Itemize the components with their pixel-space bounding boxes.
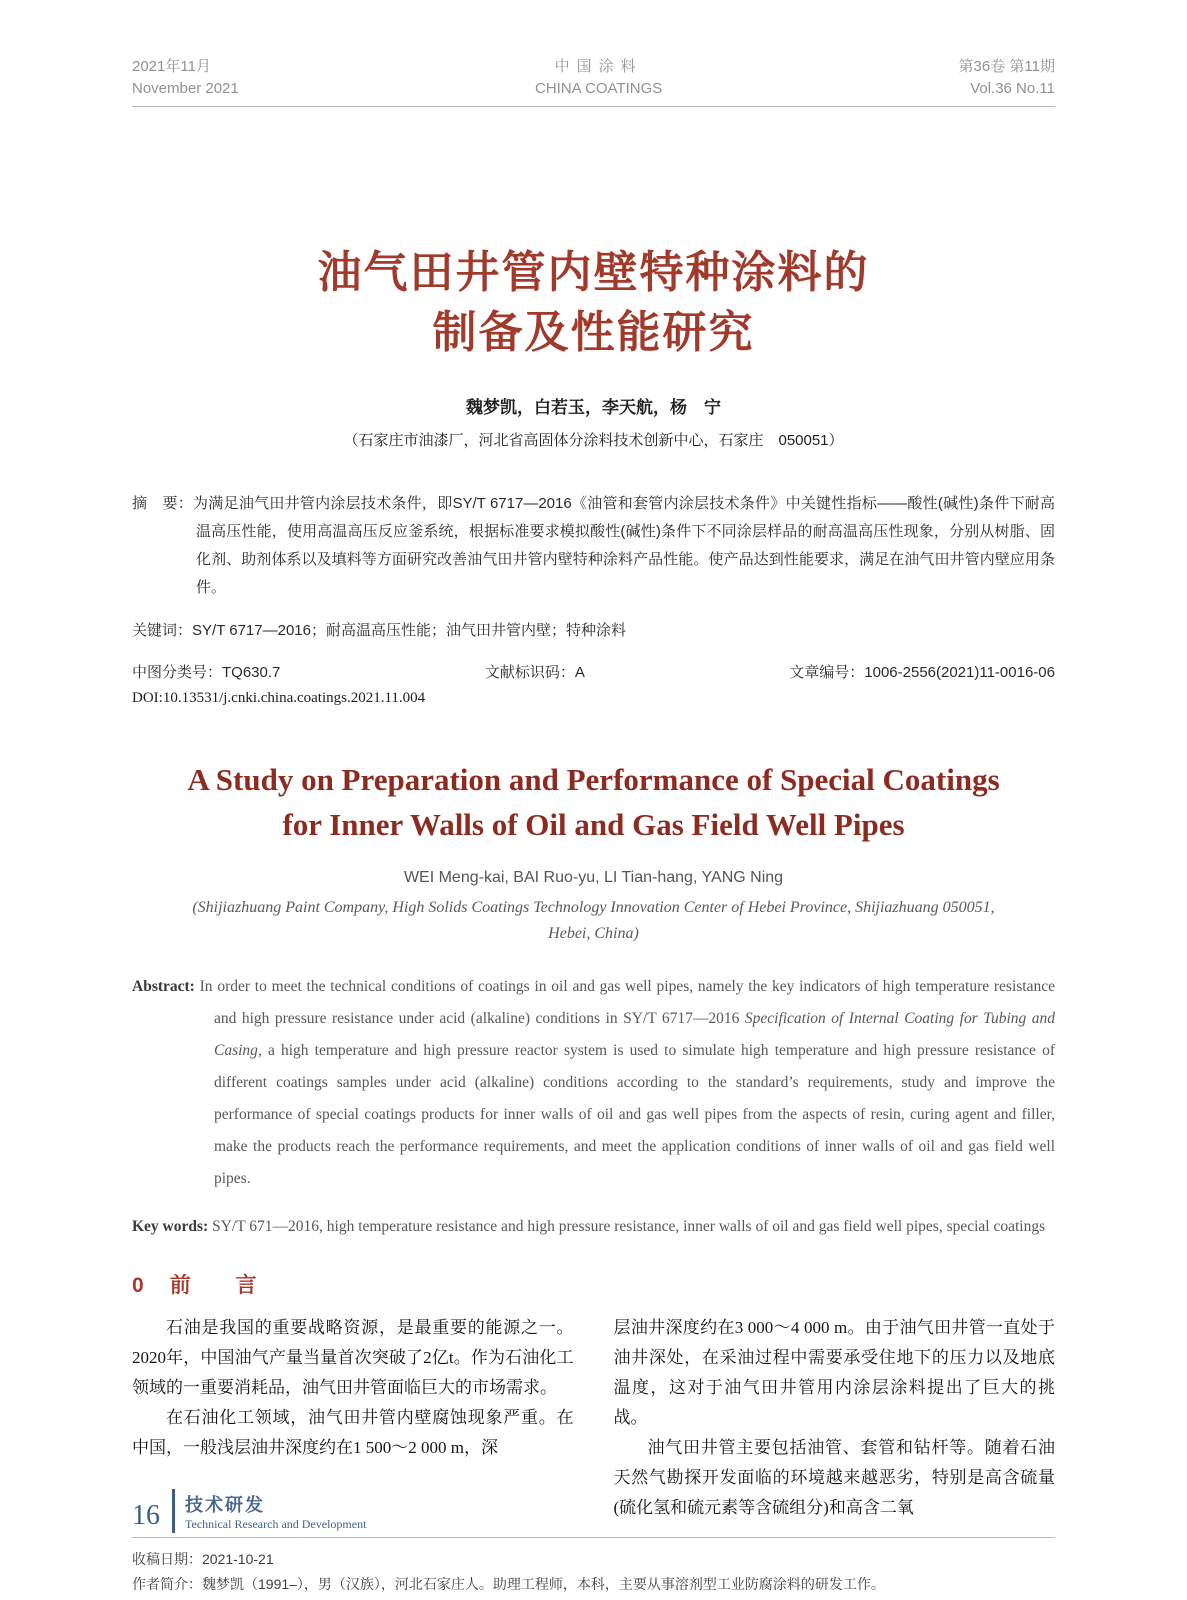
keywords-zh-text: SY/T 6717—2016；耐高温高压性能；油气田井管内壁；特种涂料 xyxy=(192,622,626,639)
header-date-en: November 2021 xyxy=(132,80,239,97)
abstract-en-part1: In order to meet the technical conditions of coatings in oil and gas well pipes, namely the key indicators of high temperature resistance and high pressure resistance under acid (alkaline) conditions in SY/T 6717—2016 xyxy=(194,978,1055,1027)
affiliation-en-line1: (Shijiazhuang Paint Company, High Solids Coatings Technology Innovation Center of Hebei Province, Shijiazhuang 050051, xyxy=(192,899,995,916)
keywords-zh xyxy=(132,617,1055,644)
paragraph: 在石油化工领域，油气田井管内壁腐蚀现象严重。在中国，一般浅层油井深度约在1 500～2 000 m，深 xyxy=(132,1407,574,1457)
footer-divider-bar xyxy=(172,1489,175,1533)
column-name-en: Technical Research and Development xyxy=(185,1516,367,1531)
classification-row xyxy=(132,659,1055,686)
keywords-zh-label: 关键词： xyxy=(132,622,193,639)
journal-header xyxy=(132,56,1055,100)
clc-number: 中图分类号：TQ630.7 xyxy=(132,664,281,681)
abstract-en-label: Abstract: xyxy=(132,978,195,995)
affiliation-en-line2: Hebei, China) xyxy=(548,925,639,942)
document-code: 文献标识码：A xyxy=(484,664,585,681)
article-id: 文章编号：1006-2556(2021)11-0016-06 xyxy=(789,664,1055,681)
page-footer xyxy=(132,1489,366,1533)
article-title-en xyxy=(132,757,1055,847)
journal-name-en: CHINA COATINGS xyxy=(535,80,663,97)
abstract-zh-label: 摘 要： xyxy=(132,495,194,512)
article-title-zh xyxy=(132,243,1055,363)
page-number: 16 xyxy=(132,1500,160,1531)
paragraph: 层油井深度约在3 000～4 000 m。由于油气田井管一直处于油井深处，在采油过程中需要承受住地下的压力以及地底温度，这对于油气田井管用内涂层涂料提出了巨大的挑战。 xyxy=(613,1317,1055,1427)
keywords-en-text: SY/T 671—2016, high temperature resistance and high pressure resistance, inner walls of oil and gas field well pipes, special coatings xyxy=(208,1217,1046,1235)
article-title-en-line1: A Study on Preparation and Performance of Special Coatings xyxy=(187,762,1000,797)
article-title-zh-line1: 油气田井管内壁特种涂料的 xyxy=(317,248,870,297)
section-number: 0 xyxy=(132,1273,144,1297)
authors-zh: 魏梦凯，白若玉，李天航，杨 宁 xyxy=(466,398,721,417)
column-name-zh: 技术研发 xyxy=(185,1494,265,1515)
abstract-en-italic-title: Specification of Internal Coating for Tubing and Casing xyxy=(214,1010,1056,1059)
volume-zh: 第36卷 第11期 xyxy=(958,58,1055,75)
abstract-zh xyxy=(132,490,1055,602)
header-date xyxy=(132,56,239,100)
body-column-right xyxy=(614,1313,1056,1523)
affiliation-en xyxy=(132,895,1055,947)
header-journal-name xyxy=(535,56,662,100)
authors-en: WEI Meng-kai, BAI Ruo-yu, LI Tian-hang, YANG Ning xyxy=(403,869,784,886)
abstract-en xyxy=(132,971,1055,1195)
header-divider xyxy=(132,106,1055,107)
article-title-en-line2: for Inner Walls of Oil and Gas Field Well Pipes xyxy=(282,807,905,842)
paragraph: 油气田井管主要包括油管、套管和钻杆等。随着石油天然气勘探开发面临的环境越来越恶劣，特别是高含硫量(硫化氢和硫元素等含硫组分)和高含二氧 xyxy=(613,1437,1055,1517)
section-heading-0 xyxy=(132,1269,1055,1299)
paragraph: 石油是我国的重要战略资源，是最重要的能源之一。2020年，中国油气产量当量首次突破了2亿t。作为石油化工领域的一重要消耗品，油气田井管面临巨大的市场需求。 xyxy=(132,1317,574,1397)
received-date: 收稿日期：2021-10-21 xyxy=(132,1550,274,1567)
affiliation-zh: （石家庄市油漆厂，河北省高固体分涂料技术创新中心，石家庄 050051） xyxy=(343,432,844,449)
abstract-en-part2: , a high temperature and high pressure reactor system is used to simulate high temperature and high pressure resistance of different coatings samples under acid (alkaline) conditions according to the standard’s requirements, study and improve the performance of special coatings products for inner walls of oil and gas well pipes from the aspects of resin, curing agent and filler, make the products reach the performance requirements, and meet the application conditions of inner walls of oil and gas field well pipes. xyxy=(214,1042,1055,1187)
column-name xyxy=(185,1491,366,1532)
header-volume xyxy=(959,56,1055,100)
author-bio: 作者简介：魏梦凯（1991–），男（汉族），河北石家庄人。助理工程师，本科，主要从事溶剂型工业防腐涂料的研发工作。 xyxy=(132,1575,885,1592)
abstract-zh-text: 为满足油气田井管内涂层技术条件，即SY/T 6717—2016《油管和套管内涂层技术条件》中关键性指标——酸性(碱性)条件下耐高温高压性能，使用高温高压反应釜系统，根据标准要求模拟酸性(碱性)条件下不同涂层样品的耐高温高压性现象，分别从树脂、固化剂、助剂体系以及填料等方面研究改善油气田井管内壁特种涂料产品性能。使产品达到性能要求，满足在油气田井管内壁应用条件。 xyxy=(193,495,1055,596)
keywords-en-label: Key words: xyxy=(132,1217,209,1235)
header-date-zh: 2021年11月 xyxy=(132,58,211,75)
footnote xyxy=(132,1537,1055,1597)
doi: DOI:10.13531/j.cnki.china.coatings.2021.11.004 xyxy=(132,690,426,706)
article-title-zh-line2: 制备及性能研究 xyxy=(432,308,755,357)
journal-name-zh: 中国涂料 xyxy=(554,58,643,75)
keywords-en xyxy=(132,1211,1055,1243)
volume-en: Vol.36 No.11 xyxy=(970,80,1055,97)
section-title: 前 言 xyxy=(169,1273,269,1297)
